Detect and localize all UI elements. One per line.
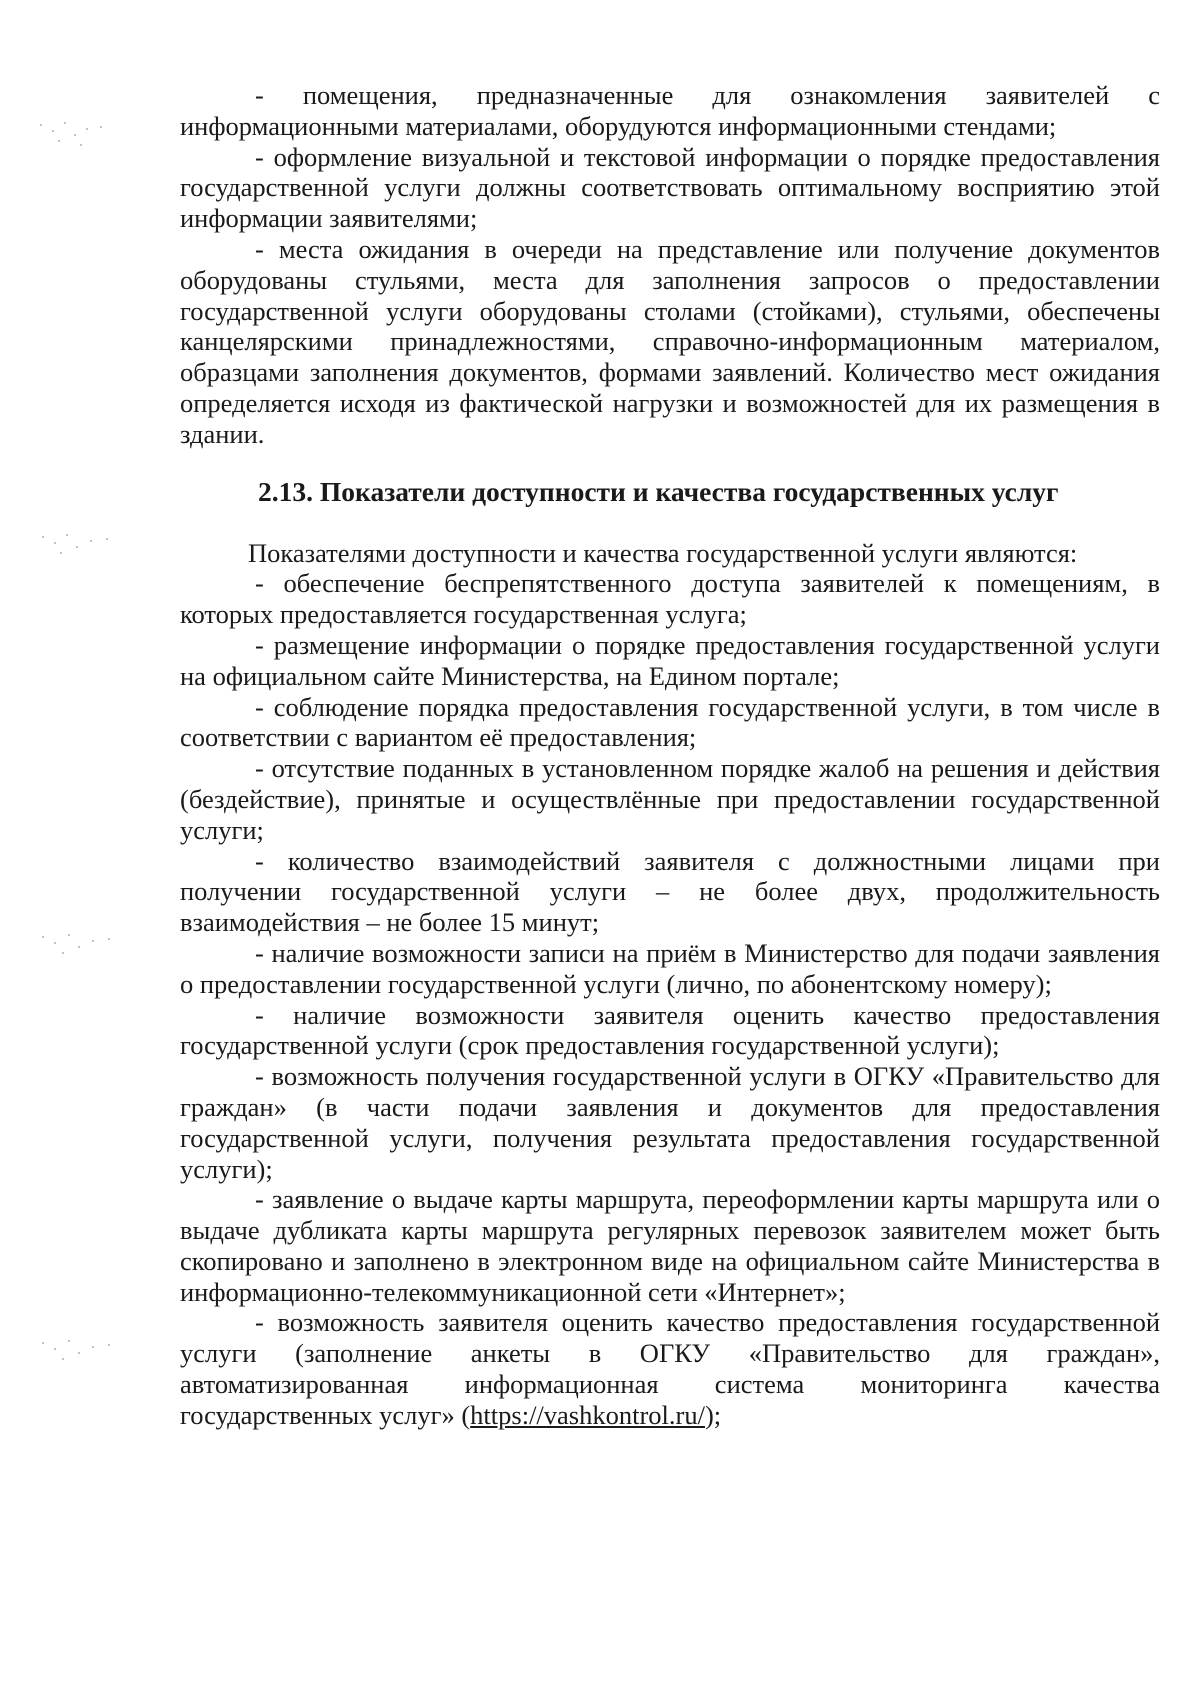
section-heading: 2.13. Показатели доступности и качества государственных услуг — [258, 475, 1059, 507]
list-item: - возможность получения государственной услуги в ОГКУ «Правительство для граждан» (в части подачи заявления и документов для предоставления государственной услуги, получения результата предоставления государственной услуги); — [180, 1061, 1160, 1184]
scan-artifact — [30, 1334, 120, 1374]
list-item: - отсутствие поданных в установленном порядке жалоб на решения и действия (бездействие), принятые и осуществлённые при предоставлении государственной услуги; — [180, 753, 1160, 845]
list-item-text: - возможность заявителя оценить качество предоставления государственной услуги (заполнение анкеты в ОГКУ «Правительство для граждан», автоматизированная информационная система мониторинга качества государственных услуг» ( — [180, 1307, 1160, 1430]
list-item: - заявление о выдаче карты маршрута, переоформлении карты маршрута или о выдаче дубликата карты маршрута регулярных перевозок заявителем может быть скопировано и заполнено в электронном виде на официальном сайте Министерства в информационно-телекоммуникационной сети «Интернет»; — [180, 1184, 1160, 1307]
list-item: - соблюдение порядка предоставления государственной услуги, в том числе в соответствии с вариантом её предоставления; — [180, 691, 1160, 753]
list-item: - обеспечение беспрепятственного доступа заявителей к помещениям, в которых предоставляется государственная услуга; — [180, 568, 1160, 630]
list-item: - наличие возможности заявителя оценить качество предоставления государственной услуги (срок предоставления государственной услуги); — [180, 999, 1160, 1061]
document-body — [180, 80, 1160, 1431]
list-item: - оформление визуальной и текстовой информации о порядке предоставления государственной услуги должны соответствовать оптимальному восприятию этой информации заявителями; — [180, 141, 1160, 234]
scan-artifact — [30, 928, 120, 968]
list-item: - размещение информации о порядке предоставления государственной услуги на официальном сайте Министерства, на Едином портале; — [180, 629, 1160, 691]
scan-artifact — [30, 118, 120, 158]
section-intro: Показателями доступности и качества государственной услуги являются: — [248, 537, 1078, 568]
list-item: - помещения, предназначенные для ознакомления заявителей с информационными материалами, оборудуются информационными стендами; — [180, 80, 1160, 141]
vashkontrol-link[interactable]: https://vashkontrol.ru/ — [470, 1399, 705, 1430]
list-item-text: ); — [704, 1399, 722, 1430]
scan-artifact — [30, 528, 120, 568]
list-item: - наличие возможности записи на приём в Министерство для подачи заявления о предоставлении государственной услуги (лично, по абонентскому номеру); — [180, 937, 1160, 999]
list-item — [180, 1307, 1160, 1430]
list-item: - места ожидания в очереди на представление или получение документов оборудованы стульями, места для заполнения запросов о предоставлении государственной услуги оборудованы столами (стойками), стульями, обеспечены канцелярскими принадлежностями, справочно-информационным материалом, образцами заполнения документов, формами заявлений. Количество мест ожидания определяется исходя из фактической нагрузки и возможностей для их размещения в здании. — [180, 233, 1160, 449]
list-item: - количество взаимодействий заявителя с должностными лицами при получении государственной услуги – не более двух, продолжительность взаимодействия – не более 15 минут; — [180, 845, 1160, 938]
